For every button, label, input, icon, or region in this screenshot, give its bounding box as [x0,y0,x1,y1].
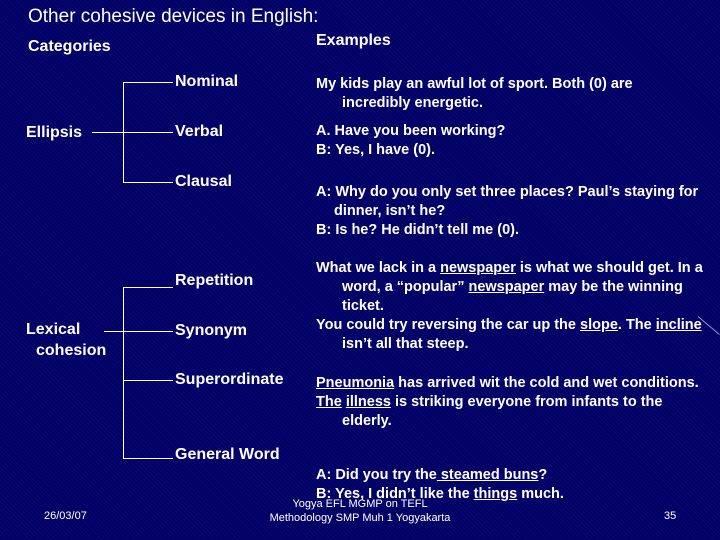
clausal-example [316,183,716,240]
verbal-example [316,122,696,160]
examples-header: Examples [316,32,391,49]
verbal-label: Verbal [175,123,224,140]
categories-header: Categories [28,38,111,55]
repetition-text-2: is what we should get. In a word, a “popular” [342,260,703,295]
synonym-text-2: . The [617,317,656,333]
superordinate-text-1: has arrived wit the cold and wet conditions. [394,375,699,391]
repetition-example-text [316,259,714,316]
synonym-example-text [316,316,714,354]
nominal-branch-line [123,82,173,83]
lexical-bracket-line [123,287,124,459]
general-word-b-underlined: things [473,486,518,502]
general-word-b-pre: B: Yes, I didn’t like the [316,486,474,502]
superordinate-label: Superordinate [175,371,284,388]
verbal-line-a: A. Have you been working? [316,123,506,139]
footer-center-line1: Yogya EFL MGMP on TEFL [292,498,428,510]
superordinate-line-1 [316,374,706,393]
verbal-line-b: B: Yes, I have (0). [316,142,436,158]
repetition-branch-line [123,287,173,288]
repetition-underlined-1: newspaper [440,260,516,276]
lexical-label-line1: Lexical [26,321,81,338]
repetition-example [316,259,714,316]
ellipsis-label: Ellipsis [26,124,83,141]
nominal-label: Nominal [175,73,239,90]
lexical-stem-line [104,331,124,332]
general-word-label: General Word [175,446,280,463]
superordinate-branch-line [123,380,173,381]
lexical-cohesion-label [26,319,106,361]
synonym-branch-line [123,331,173,332]
synonym-text-1: You could try reversing the car up the [316,317,581,333]
superordinate-underlined-3: illness [345,394,391,410]
repetition-text-1: What we lack in a [316,260,441,276]
clausal-label: Clausal [175,173,232,190]
clausal-branch-line [123,182,173,183]
nominal-example-text: My kids play an awful lot of sport. Both (0) are incredibly energetic. [316,76,633,111]
synonym-label: Synonym [175,322,248,339]
slide-title: Other cohesive devices in English: [28,6,319,27]
superordinate-text-3: is striking everyone from infants to the elderly. [342,394,663,429]
repetition-label: Repetition [175,272,254,289]
footer-center [230,497,490,525]
ellipsis-stem-line [92,132,124,133]
superordinate-example [316,374,706,431]
general-word-b-post: much. [517,486,564,502]
footer-center-line2: Methodology SMP Muh 1 Yogyakarta [269,512,451,524]
synonym-underlined-2: incline [655,317,702,333]
superordinate-line-2 [316,393,706,431]
general-word-a-post: ? [538,467,548,483]
synonym-underlined-1: slope [580,317,618,333]
repetition-underlined-2: newspaper [468,279,545,295]
nominal-example [316,75,696,113]
general-word-a-underlined: steamed buns [436,467,539,483]
general-word-a-pre: A: Did you try the [316,467,437,483]
superordinate-underlined-2: The [316,394,342,410]
lexical-label-line2: cohesion [36,342,107,359]
synonym-text-3: isn’t all that steep. [342,336,469,352]
synonym-example [316,316,714,354]
repetition-text-3: may be the winning ticket. [342,279,683,314]
verbal-branch-line [123,132,173,133]
footer-page-number: 35 [664,510,677,522]
clausal-line-a: A: Why do you only set three places? Paul’s staying for dinner, isn’t he? [316,184,699,219]
superordinate-underlined-1: Pneumonia [316,375,395,391]
clausal-line-b: B: Is he? He didn’t tell me (0). [316,222,520,238]
general-word-branch-line [123,458,173,459]
footer-date: 26/03/07 [44,510,87,522]
general-word-line-a [316,466,716,485]
